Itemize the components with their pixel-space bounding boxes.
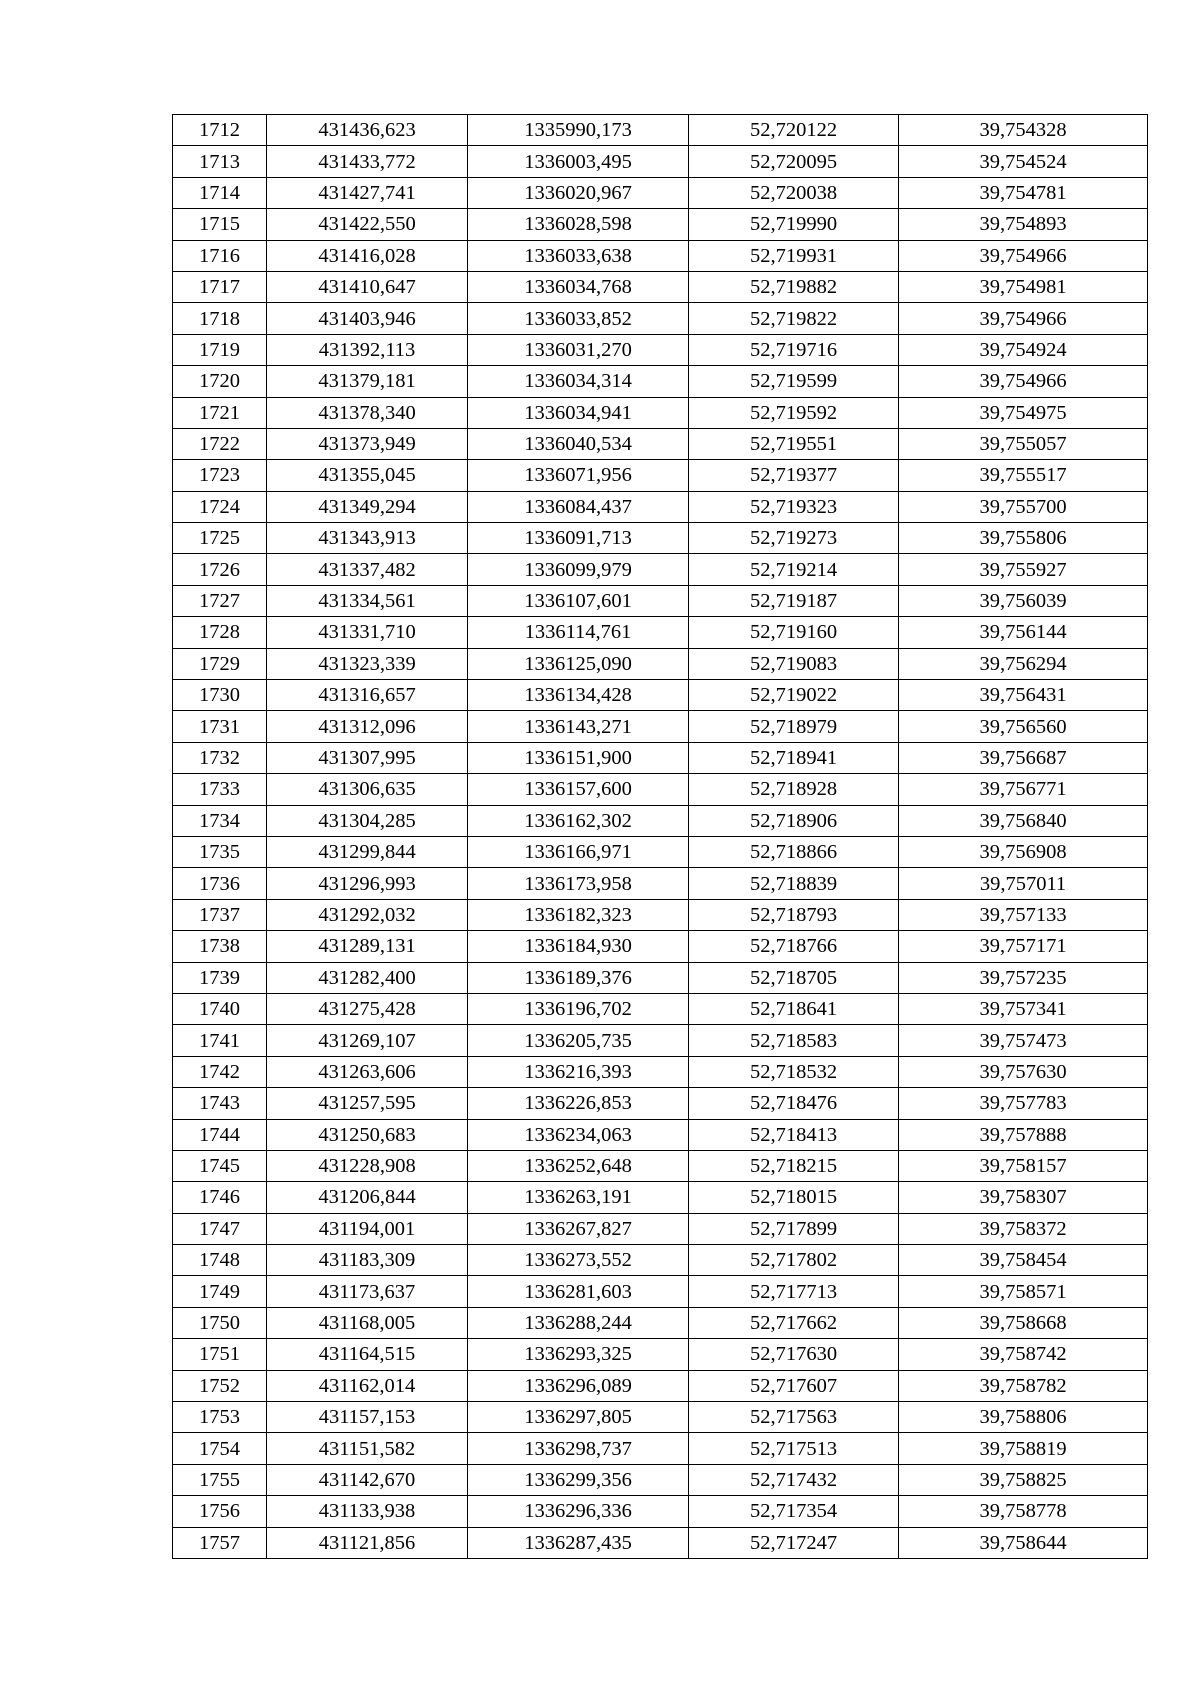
table-cell-latitude: 52,717247 <box>689 1527 899 1558</box>
table-row <box>173 1213 1148 1244</box>
table-cell-latitude: 52,718906 <box>689 805 899 836</box>
table-cell-latitude: 52,717607 <box>689 1370 899 1401</box>
table-cell-x-coordinate: 431316,657 <box>267 680 468 711</box>
table-cell-x-coordinate: 431296,993 <box>267 868 468 899</box>
table-cell-y-coordinate: 1335990,173 <box>468 115 689 146</box>
table-cell-point-number: 1747 <box>173 1213 267 1244</box>
table-cell-x-coordinate: 431427,741 <box>267 177 468 208</box>
table-cell-longitude: 39,755927 <box>899 554 1148 585</box>
table-cell-longitude: 39,758571 <box>899 1276 1148 1307</box>
table-cell-y-coordinate: 1336293,325 <box>468 1339 689 1370</box>
table-cell-point-number: 1750 <box>173 1307 267 1338</box>
table-cell-latitude: 52,717432 <box>689 1464 899 1495</box>
table-cell-point-number: 1735 <box>173 836 267 867</box>
table-row <box>173 177 1148 208</box>
table-cell-latitude: 52,719022 <box>689 680 899 711</box>
table-cell-point-number: 1756 <box>173 1496 267 1527</box>
table-cell-longitude: 39,758819 <box>899 1433 1148 1464</box>
table-cell-x-coordinate: 431275,428 <box>267 993 468 1024</box>
table-cell-x-coordinate: 431306,635 <box>267 774 468 805</box>
table-cell-y-coordinate: 1336267,827 <box>468 1213 689 1244</box>
table-cell-point-number: 1738 <box>173 931 267 962</box>
table-cell-y-coordinate: 1336298,737 <box>468 1433 689 1464</box>
table-row <box>173 334 1148 365</box>
table-cell-x-coordinate: 431334,561 <box>267 585 468 616</box>
table-cell-longitude: 39,756560 <box>899 711 1148 742</box>
table-cell-point-number: 1740 <box>173 993 267 1024</box>
table-cell-longitude: 39,758157 <box>899 1150 1148 1181</box>
table-row <box>173 491 1148 522</box>
table-cell-point-number: 1743 <box>173 1088 267 1119</box>
table-cell-x-coordinate: 431373,949 <box>267 428 468 459</box>
table-cell-longitude: 39,754328 <box>899 115 1148 146</box>
table-cell-point-number: 1742 <box>173 1056 267 1087</box>
table-cell-latitude: 52,718583 <box>689 1025 899 1056</box>
table-cell-x-coordinate: 431121,856 <box>267 1527 468 1558</box>
table-cell-y-coordinate: 1336263,191 <box>468 1182 689 1213</box>
table-cell-point-number: 1713 <box>173 146 267 177</box>
table-cell-point-number: 1753 <box>173 1402 267 1433</box>
table-cell-x-coordinate: 431379,181 <box>267 366 468 397</box>
table-cell-latitude: 52,719160 <box>689 617 899 648</box>
table-cell-y-coordinate: 1336166,971 <box>468 836 689 867</box>
table-cell-x-coordinate: 431292,032 <box>267 899 468 930</box>
table-row <box>173 1433 1148 1464</box>
table-row <box>173 993 1148 1024</box>
table-cell-x-coordinate: 431263,606 <box>267 1056 468 1087</box>
table-cell-x-coordinate: 431416,028 <box>267 240 468 271</box>
table-cell-point-number: 1741 <box>173 1025 267 1056</box>
table-cell-latitude: 52,719551 <box>689 428 899 459</box>
table-cell-longitude: 39,757235 <box>899 962 1148 993</box>
table-cell-point-number: 1733 <box>173 774 267 805</box>
table-cell-y-coordinate: 1336299,356 <box>468 1464 689 1495</box>
table-cell-y-coordinate: 1336216,393 <box>468 1056 689 1087</box>
table-cell-latitude: 52,718766 <box>689 931 899 962</box>
table-cell-x-coordinate: 431433,772 <box>267 146 468 177</box>
table-cell-y-coordinate: 1336162,302 <box>468 805 689 836</box>
table-cell-y-coordinate: 1336296,089 <box>468 1370 689 1401</box>
table-cell-longitude: 39,754966 <box>899 303 1148 334</box>
table-cell-longitude: 39,754924 <box>899 334 1148 365</box>
table-cell-latitude: 52,718476 <box>689 1088 899 1119</box>
table-cell-longitude: 39,754524 <box>899 146 1148 177</box>
table-cell-y-coordinate: 1336084,437 <box>468 491 689 522</box>
table-cell-x-coordinate: 431168,005 <box>267 1307 468 1338</box>
table-cell-point-number: 1730 <box>173 680 267 711</box>
table-cell-longitude: 39,758742 <box>899 1339 1148 1370</box>
table-cell-point-number: 1716 <box>173 240 267 271</box>
table-row <box>173 1370 1148 1401</box>
table-cell-longitude: 39,758782 <box>899 1370 1148 1401</box>
table-cell-x-coordinate: 431331,710 <box>267 617 468 648</box>
table-row <box>173 240 1148 271</box>
table-cell-point-number: 1755 <box>173 1464 267 1495</box>
table-cell-longitude: 39,757011 <box>899 868 1148 899</box>
table-row <box>173 1527 1148 1558</box>
table-cell-point-number: 1725 <box>173 523 267 554</box>
table-cell-latitude: 52,717899 <box>689 1213 899 1244</box>
table-cell-point-number: 1734 <box>173 805 267 836</box>
table-cell-longitude: 39,756687 <box>899 742 1148 773</box>
table-cell-longitude: 39,755057 <box>899 428 1148 459</box>
table-cell-longitude: 39,758644 <box>899 1527 1148 1558</box>
table-cell-y-coordinate: 1336281,603 <box>468 1276 689 1307</box>
table-cell-longitude: 39,756144 <box>899 617 1148 648</box>
table-cell-latitude: 52,719592 <box>689 397 899 428</box>
table-cell-latitude: 52,718839 <box>689 868 899 899</box>
table-cell-point-number: 1726 <box>173 554 267 585</box>
table-cell-longitude: 39,754975 <box>899 397 1148 428</box>
table-cell-y-coordinate: 1336033,638 <box>468 240 689 271</box>
table-cell-point-number: 1719 <box>173 334 267 365</box>
table-cell-longitude: 39,754981 <box>899 271 1148 302</box>
table-cell-point-number: 1737 <box>173 899 267 930</box>
table-cell-longitude: 39,758372 <box>899 1213 1148 1244</box>
table-cell-longitude: 39,756294 <box>899 648 1148 679</box>
table-row <box>173 836 1148 867</box>
table-row <box>173 1182 1148 1213</box>
table-cell-x-coordinate: 431162,014 <box>267 1370 468 1401</box>
table-cell-latitude: 52,719214 <box>689 554 899 585</box>
table-cell-longitude: 39,755700 <box>899 491 1148 522</box>
table-row <box>173 1339 1148 1370</box>
table-cell-latitude: 52,718015 <box>689 1182 899 1213</box>
table-cell-y-coordinate: 1336273,552 <box>468 1245 689 1276</box>
table-cell-y-coordinate: 1336040,534 <box>468 428 689 459</box>
table-cell-y-coordinate: 1336287,435 <box>468 1527 689 1558</box>
table-cell-latitude: 52,718793 <box>689 899 899 930</box>
table-cell-longitude: 39,757473 <box>899 1025 1148 1056</box>
table-row <box>173 271 1148 302</box>
table-cell-y-coordinate: 1336143,271 <box>468 711 689 742</box>
table-row <box>173 366 1148 397</box>
table-cell-point-number: 1746 <box>173 1182 267 1213</box>
table-cell-point-number: 1721 <box>173 397 267 428</box>
table-row <box>173 1464 1148 1495</box>
table-cell-y-coordinate: 1336033,852 <box>468 303 689 334</box>
table-row <box>173 962 1148 993</box>
table-row <box>173 115 1148 146</box>
table-cell-latitude: 52,718215 <box>689 1150 899 1181</box>
table-row <box>173 1276 1148 1307</box>
table-cell-latitude: 52,720038 <box>689 177 899 208</box>
table-cell-y-coordinate: 1336297,805 <box>468 1402 689 1433</box>
table-cell-x-coordinate: 431173,637 <box>267 1276 468 1307</box>
table-cell-latitude: 52,717354 <box>689 1496 899 1527</box>
coordinates-table-body <box>173 115 1148 1559</box>
table-row <box>173 1402 1148 1433</box>
table-cell-x-coordinate: 431250,683 <box>267 1119 468 1150</box>
table-cell-y-coordinate: 1336107,601 <box>468 585 689 616</box>
table-row <box>173 1245 1148 1276</box>
table-cell-point-number: 1731 <box>173 711 267 742</box>
table-cell-latitude: 52,718532 <box>689 1056 899 1087</box>
table-cell-latitude: 52,719599 <box>689 366 899 397</box>
table-cell-y-coordinate: 1336182,323 <box>468 899 689 930</box>
table-row <box>173 648 1148 679</box>
table-cell-longitude: 39,754893 <box>899 209 1148 240</box>
table-row <box>173 1119 1148 1150</box>
table-cell-x-coordinate: 431403,946 <box>267 303 468 334</box>
table-cell-y-coordinate: 1336189,376 <box>468 962 689 993</box>
table-cell-longitude: 39,756431 <box>899 680 1148 711</box>
table-cell-point-number: 1754 <box>173 1433 267 1464</box>
table-cell-y-coordinate: 1336031,270 <box>468 334 689 365</box>
table-row <box>173 209 1148 240</box>
table-row <box>173 617 1148 648</box>
table-cell-point-number: 1752 <box>173 1370 267 1401</box>
table-cell-y-coordinate: 1336071,956 <box>468 460 689 491</box>
table-cell-longitude: 39,757630 <box>899 1056 1148 1087</box>
table-row <box>173 868 1148 899</box>
table-cell-point-number: 1732 <box>173 742 267 773</box>
table-cell-latitude: 52,717513 <box>689 1433 899 1464</box>
table-cell-longitude: 39,758668 <box>899 1307 1148 1338</box>
table-cell-x-coordinate: 431183,309 <box>267 1245 468 1276</box>
table-cell-x-coordinate: 431355,045 <box>267 460 468 491</box>
table-cell-latitude: 52,718866 <box>689 836 899 867</box>
table-cell-point-number: 1723 <box>173 460 267 491</box>
table-cell-y-coordinate: 1336226,853 <box>468 1088 689 1119</box>
table-cell-y-coordinate: 1336003,495 <box>468 146 689 177</box>
table-row <box>173 1025 1148 1056</box>
table-cell-x-coordinate: 431299,844 <box>267 836 468 867</box>
table-cell-y-coordinate: 1336034,941 <box>468 397 689 428</box>
table-row <box>173 774 1148 805</box>
table-cell-x-coordinate: 431436,623 <box>267 115 468 146</box>
table-cell-point-number: 1718 <box>173 303 267 334</box>
table-cell-y-coordinate: 1336034,768 <box>468 271 689 302</box>
table-cell-longitude: 39,755517 <box>899 460 1148 491</box>
table-row <box>173 146 1148 177</box>
table-row <box>173 931 1148 962</box>
table-row <box>173 899 1148 930</box>
table-cell-latitude: 52,720122 <box>689 115 899 146</box>
table-cell-x-coordinate: 431378,340 <box>267 397 468 428</box>
table-cell-longitude: 39,758778 <box>899 1496 1148 1527</box>
table-cell-point-number: 1751 <box>173 1339 267 1370</box>
table-cell-latitude: 52,719083 <box>689 648 899 679</box>
table-cell-longitude: 39,758307 <box>899 1182 1148 1213</box>
table-cell-y-coordinate: 1336134,428 <box>468 680 689 711</box>
table-cell-longitude: 39,758825 <box>899 1464 1148 1495</box>
table-cell-latitude: 52,718641 <box>689 993 899 1024</box>
table-cell-longitude: 39,756771 <box>899 774 1148 805</box>
table-cell-y-coordinate: 1336028,598 <box>468 209 689 240</box>
table-cell-latitude: 52,717630 <box>689 1339 899 1370</box>
table-cell-y-coordinate: 1336173,958 <box>468 868 689 899</box>
table-cell-y-coordinate: 1336125,090 <box>468 648 689 679</box>
table-cell-y-coordinate: 1336034,314 <box>468 366 689 397</box>
table-cell-x-coordinate: 431343,913 <box>267 523 468 554</box>
table-cell-y-coordinate: 1336114,761 <box>468 617 689 648</box>
table-cell-x-coordinate: 431337,482 <box>267 554 468 585</box>
table-cell-latitude: 52,717662 <box>689 1307 899 1338</box>
table-cell-x-coordinate: 431142,670 <box>267 1464 468 1495</box>
table-cell-longitude: 39,757783 <box>899 1088 1148 1119</box>
table-cell-longitude: 39,756840 <box>899 805 1148 836</box>
table-cell-latitude: 52,718705 <box>689 962 899 993</box>
table-cell-longitude: 39,754966 <box>899 240 1148 271</box>
table-cell-x-coordinate: 431269,107 <box>267 1025 468 1056</box>
table-cell-x-coordinate: 431289,131 <box>267 931 468 962</box>
table-cell-point-number: 1724 <box>173 491 267 522</box>
table-cell-longitude: 39,757888 <box>899 1119 1148 1150</box>
table-cell-y-coordinate: 1336196,702 <box>468 993 689 1024</box>
table-cell-latitude: 52,719323 <box>689 491 899 522</box>
table-row <box>173 1307 1148 1338</box>
table-row <box>173 397 1148 428</box>
table-cell-longitude: 39,757341 <box>899 993 1148 1024</box>
table-cell-x-coordinate: 431422,550 <box>267 209 468 240</box>
table-row <box>173 711 1148 742</box>
table-row <box>173 1056 1148 1087</box>
table-cell-y-coordinate: 1336099,979 <box>468 554 689 585</box>
table-cell-latitude: 52,718928 <box>689 774 899 805</box>
table-row <box>173 1088 1148 1119</box>
table-cell-point-number: 1729 <box>173 648 267 679</box>
table-cell-point-number: 1745 <box>173 1150 267 1181</box>
table-cell-x-coordinate: 431194,001 <box>267 1213 468 1244</box>
table-cell-point-number: 1715 <box>173 209 267 240</box>
table-cell-longitude: 39,758454 <box>899 1245 1148 1276</box>
table-cell-longitude: 39,758806 <box>899 1402 1148 1433</box>
table-cell-y-coordinate: 1336157,600 <box>468 774 689 805</box>
table-cell-latitude: 52,719377 <box>689 460 899 491</box>
table-cell-x-coordinate: 431164,515 <box>267 1339 468 1370</box>
table-cell-latitude: 52,718413 <box>689 1119 899 1150</box>
table-cell-point-number: 1757 <box>173 1527 267 1558</box>
table-row <box>173 460 1148 491</box>
table-cell-point-number: 1722 <box>173 428 267 459</box>
table-cell-x-coordinate: 431133,938 <box>267 1496 468 1527</box>
table-cell-latitude: 52,720095 <box>689 146 899 177</box>
table-cell-latitude: 52,719990 <box>689 209 899 240</box>
table-cell-point-number: 1717 <box>173 271 267 302</box>
table-row <box>173 805 1148 836</box>
table-cell-x-coordinate: 431349,294 <box>267 491 468 522</box>
table-cell-point-number: 1739 <box>173 962 267 993</box>
table-row <box>173 303 1148 334</box>
table-cell-point-number: 1714 <box>173 177 267 208</box>
table-cell-latitude: 52,717713 <box>689 1276 899 1307</box>
table-cell-point-number: 1748 <box>173 1245 267 1276</box>
table-cell-x-coordinate: 431323,339 <box>267 648 468 679</box>
table-cell-y-coordinate: 1336205,735 <box>468 1025 689 1056</box>
table-cell-x-coordinate: 431304,285 <box>267 805 468 836</box>
table-cell-latitude: 52,719187 <box>689 585 899 616</box>
table-cell-latitude: 52,719716 <box>689 334 899 365</box>
table-cell-x-coordinate: 431312,096 <box>267 711 468 742</box>
table-cell-longitude: 39,754966 <box>899 366 1148 397</box>
table-cell-x-coordinate: 431392,113 <box>267 334 468 365</box>
table-row <box>173 523 1148 554</box>
table-cell-point-number: 1728 <box>173 617 267 648</box>
table-cell-y-coordinate: 1336091,713 <box>468 523 689 554</box>
table-cell-y-coordinate: 1336184,930 <box>468 931 689 962</box>
table-row <box>173 428 1148 459</box>
table-cell-longitude: 39,756908 <box>899 836 1148 867</box>
table-cell-y-coordinate: 1336288,244 <box>468 1307 689 1338</box>
coordinates-table <box>172 114 1148 1559</box>
table-cell-point-number: 1736 <box>173 868 267 899</box>
table-cell-x-coordinate: 431307,995 <box>267 742 468 773</box>
table-cell-latitude: 52,719273 <box>689 523 899 554</box>
table-cell-point-number: 1744 <box>173 1119 267 1150</box>
table-cell-y-coordinate: 1336296,336 <box>468 1496 689 1527</box>
table-cell-point-number: 1749 <box>173 1276 267 1307</box>
table-cell-x-coordinate: 431228,908 <box>267 1150 468 1181</box>
table-cell-longitude: 39,754781 <box>899 177 1148 208</box>
table-row <box>173 554 1148 585</box>
table-cell-point-number: 1720 <box>173 366 267 397</box>
table-cell-x-coordinate: 431410,647 <box>267 271 468 302</box>
table-cell-point-number: 1727 <box>173 585 267 616</box>
table-cell-longitude: 39,757171 <box>899 931 1148 962</box>
table-cell-latitude: 52,718941 <box>689 742 899 773</box>
table-cell-latitude: 52,719822 <box>689 303 899 334</box>
table-cell-latitude: 52,717802 <box>689 1245 899 1276</box>
table-cell-x-coordinate: 431282,400 <box>267 962 468 993</box>
table-cell-y-coordinate: 1336252,648 <box>468 1150 689 1181</box>
table-cell-latitude: 52,717563 <box>689 1402 899 1433</box>
table-cell-latitude: 52,719931 <box>689 240 899 271</box>
table-cell-x-coordinate: 431206,844 <box>267 1182 468 1213</box>
table-row <box>173 742 1148 773</box>
table-row <box>173 585 1148 616</box>
table-cell-latitude: 52,718979 <box>689 711 899 742</box>
table-cell-longitude: 39,756039 <box>899 585 1148 616</box>
table-row <box>173 1496 1148 1527</box>
table-cell-x-coordinate: 431151,582 <box>267 1433 468 1464</box>
table-cell-longitude: 39,755806 <box>899 523 1148 554</box>
table-cell-y-coordinate: 1336151,900 <box>468 742 689 773</box>
table-row <box>173 680 1148 711</box>
table-cell-y-coordinate: 1336020,967 <box>468 177 689 208</box>
table-cell-x-coordinate: 431157,153 <box>267 1402 468 1433</box>
table-cell-y-coordinate: 1336234,063 <box>468 1119 689 1150</box>
table-row <box>173 1150 1148 1181</box>
table-cell-longitude: 39,757133 <box>899 899 1148 930</box>
table-cell-latitude: 52,719882 <box>689 271 899 302</box>
table-cell-point-number: 1712 <box>173 115 267 146</box>
table-cell-x-coordinate: 431257,595 <box>267 1088 468 1119</box>
